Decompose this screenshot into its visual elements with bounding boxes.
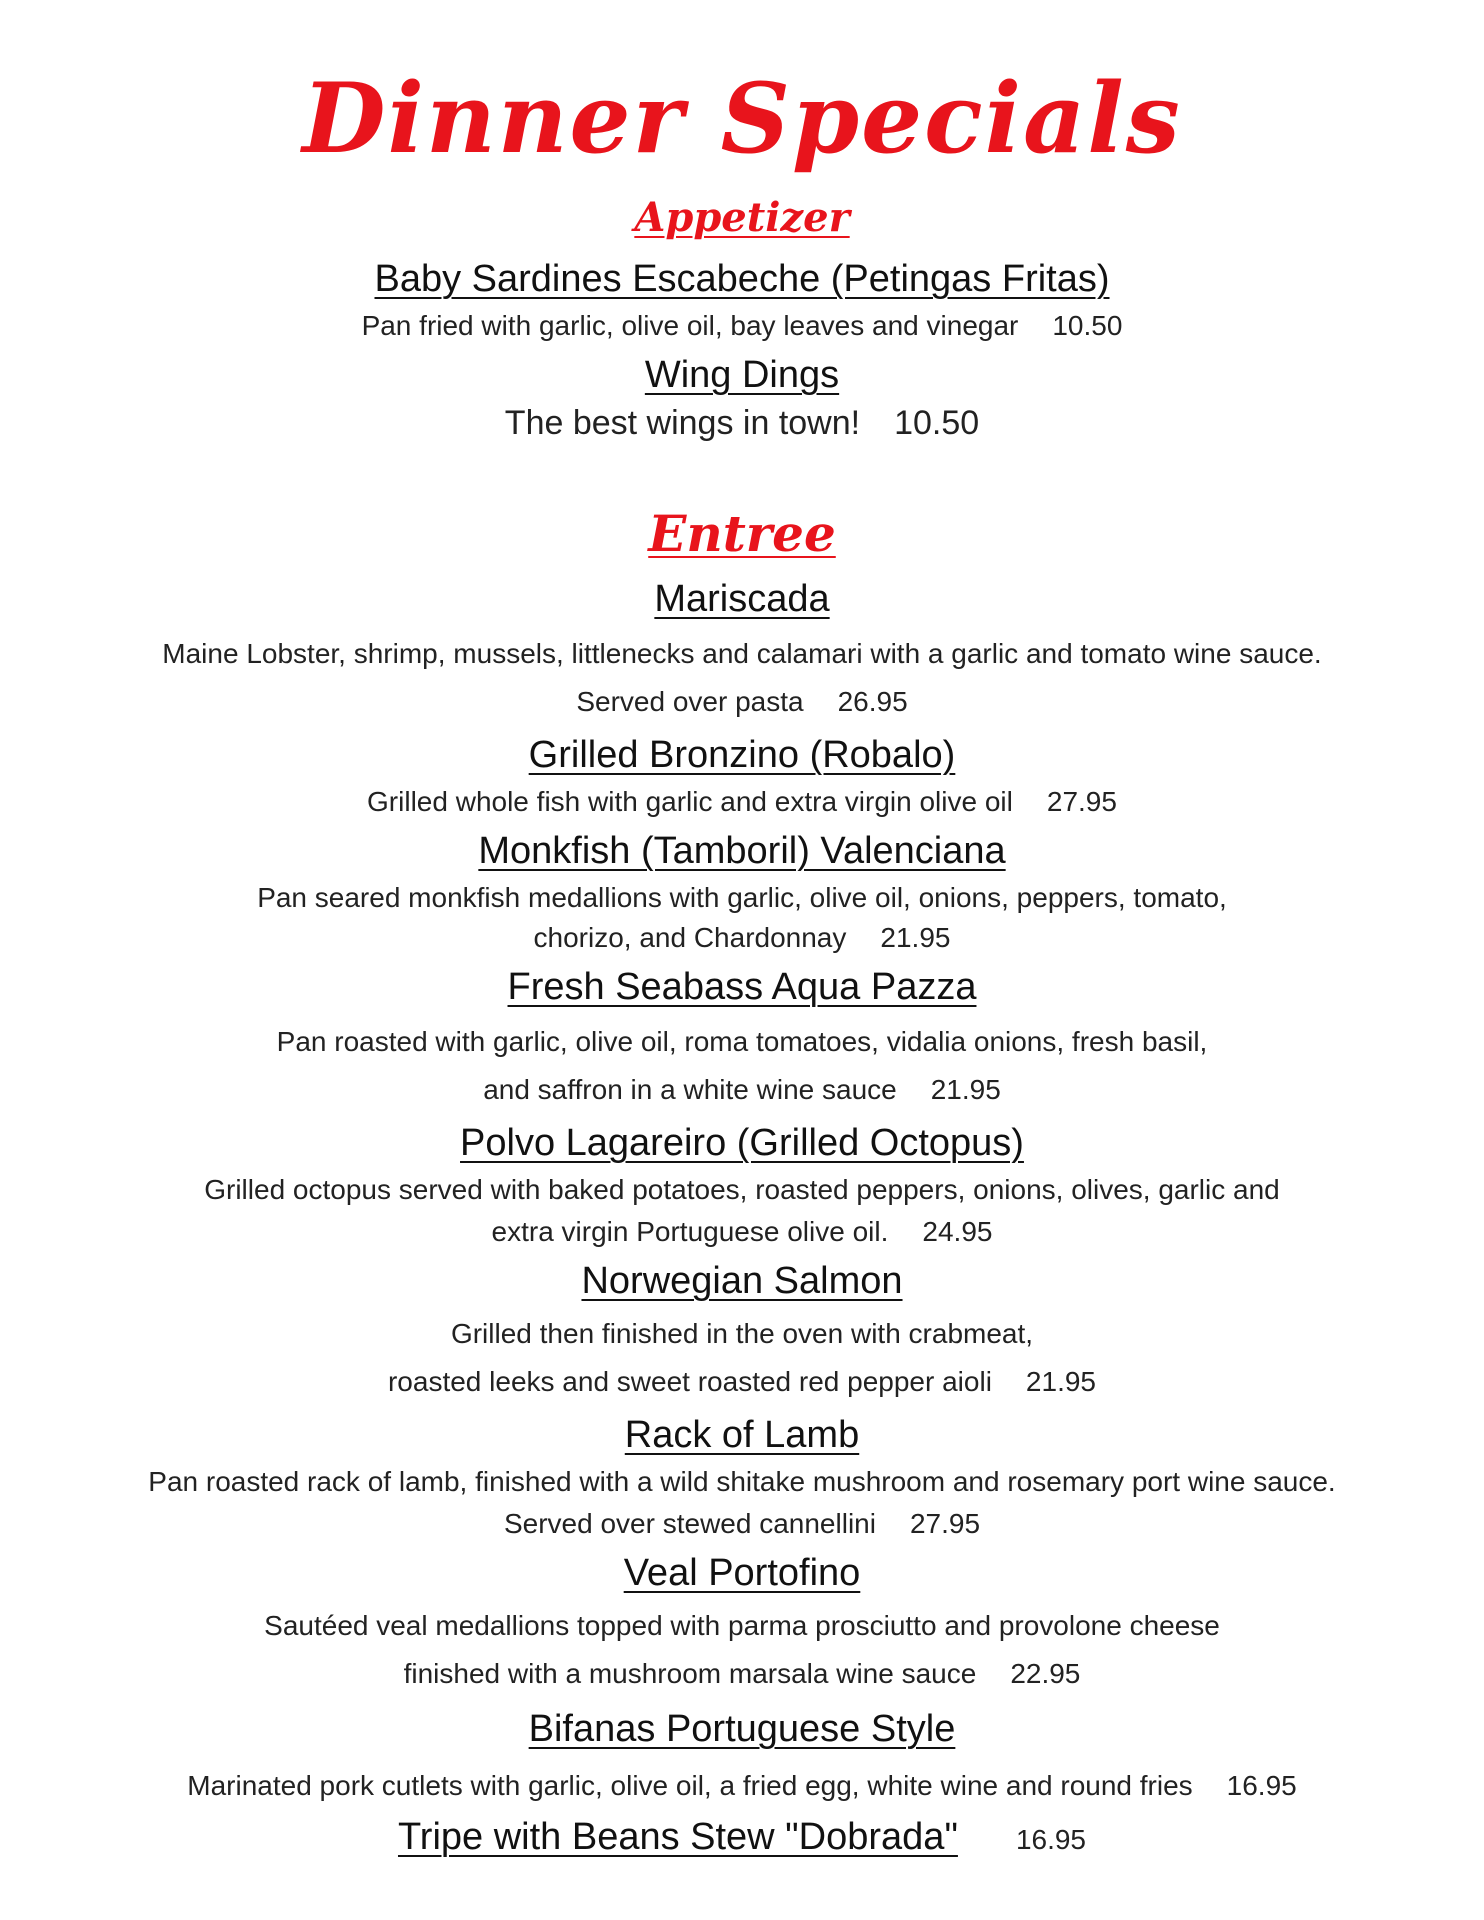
dish-name: Grilled Bronzino (Robalo) <box>528 734 956 776</box>
dish-description: finished with a mushroom marsala wine sauce 22.95 <box>403 1658 1081 1689</box>
dish-name: Norwegian Salmon <box>581 1260 903 1302</box>
dish-description: chorizo, and Chardonnay 21.95 <box>533 922 951 953</box>
dish-price: 26.95 <box>837 686 908 717</box>
dish-price: 16.95 <box>1226 1770 1297 1801</box>
dish-description: roasted leeks and sweet roasted red pepper aioli 21.95 <box>387 1366 1096 1397</box>
dish-description: Sautéed veal medallions topped with parma prosciutto and provolone cheese <box>264 1610 1220 1641</box>
dish-description: Marinated pork cutlets with garlic, olive oil, a fried egg, white wine and round fries 16.95 <box>187 1770 1297 1801</box>
dish-description: Grilled whole fish with garlic and extra virgin olive oil 27.95 <box>367 786 1117 817</box>
dish-description: Pan roasted with garlic, olive oil, roma tomatoes, vidalia onions, fresh basil, <box>276 1026 1208 1057</box>
dish-name: Polvo Lagareiro (Grilled Octopus) <box>460 1122 1024 1164</box>
dish-description: Maine Lobster, shrimp, mussels, littlenecks and calamari with a garlic and tomato wine sauce. <box>162 638 1322 669</box>
dish-name: Wing Dings <box>644 354 840 396</box>
dish-name: Monkfish (Tamboril) Valenciana <box>478 830 1006 872</box>
dish-name: Baby Sardines Escabeche (Petingas Fritas) <box>374 258 1110 300</box>
dish-price: 27.95 <box>1046 786 1117 817</box>
dish-name: Tripe with Beans Stew "Dobrada" <box>397 1816 958 1858</box>
dish-price: 27.95 <box>909 1508 981 1539</box>
dish-price: 22.95 <box>1010 1658 1081 1689</box>
dish-name: Rack of Lamb <box>624 1414 860 1456</box>
dish-description: Served over pasta 26.95 <box>576 686 908 717</box>
dish-name: Mariscada <box>654 578 830 620</box>
dish-line <box>0 1816 1484 1859</box>
dish-description: Grilled octopus served with baked potatoes, roasted peppers, onions, olives, garlic and <box>204 1174 1280 1205</box>
dish-description: extra virgin Portuguese olive oil. 24.95 <box>491 1216 993 1247</box>
dish-price: 21.95 <box>930 1074 1001 1105</box>
dish-description: Served over stewed cannellini 27.95 <box>503 1508 981 1539</box>
dish-price: 10.50 <box>894 404 980 442</box>
page-title: Dinner Specials <box>302 62 1182 175</box>
dish-description: and saffron in a white wine sauce 21.95 <box>483 1074 1001 1105</box>
dish-name: Bifanas Portuguese Style <box>528 1708 956 1750</box>
dish-description: The best wings in town! 10.50 <box>504 404 980 442</box>
dish-name: Fresh Seabass Aqua Pazza <box>507 966 977 1008</box>
dish-price: 10.50 <box>1052 310 1123 341</box>
dish-name: Veal Portofino <box>623 1552 861 1594</box>
dish-price: 24.95 <box>922 1216 993 1247</box>
dish-price: 21.95 <box>1025 1366 1096 1397</box>
appetizer-heading: Appetizer <box>634 194 850 241</box>
dish-price: 16.95 <box>1015 1824 1087 1855</box>
entree-heading: Entree <box>648 504 836 563</box>
dish-description: Pan fried with garlic, olive oil, bay leaves and vinegar 10.50 <box>361 310 1123 341</box>
dish-description: Pan roasted rack of lamb, finished with a wild shitake mushroom and rosemary port wine sauce. <box>148 1466 1336 1497</box>
dish-price: 21.95 <box>880 922 951 953</box>
dish-description: Grilled then finished in the oven with crabmeat, <box>450 1318 1034 1349</box>
dish-description: Pan seared monkfish medallions with garlic, olive oil, onions, peppers, tomato, <box>257 882 1227 913</box>
